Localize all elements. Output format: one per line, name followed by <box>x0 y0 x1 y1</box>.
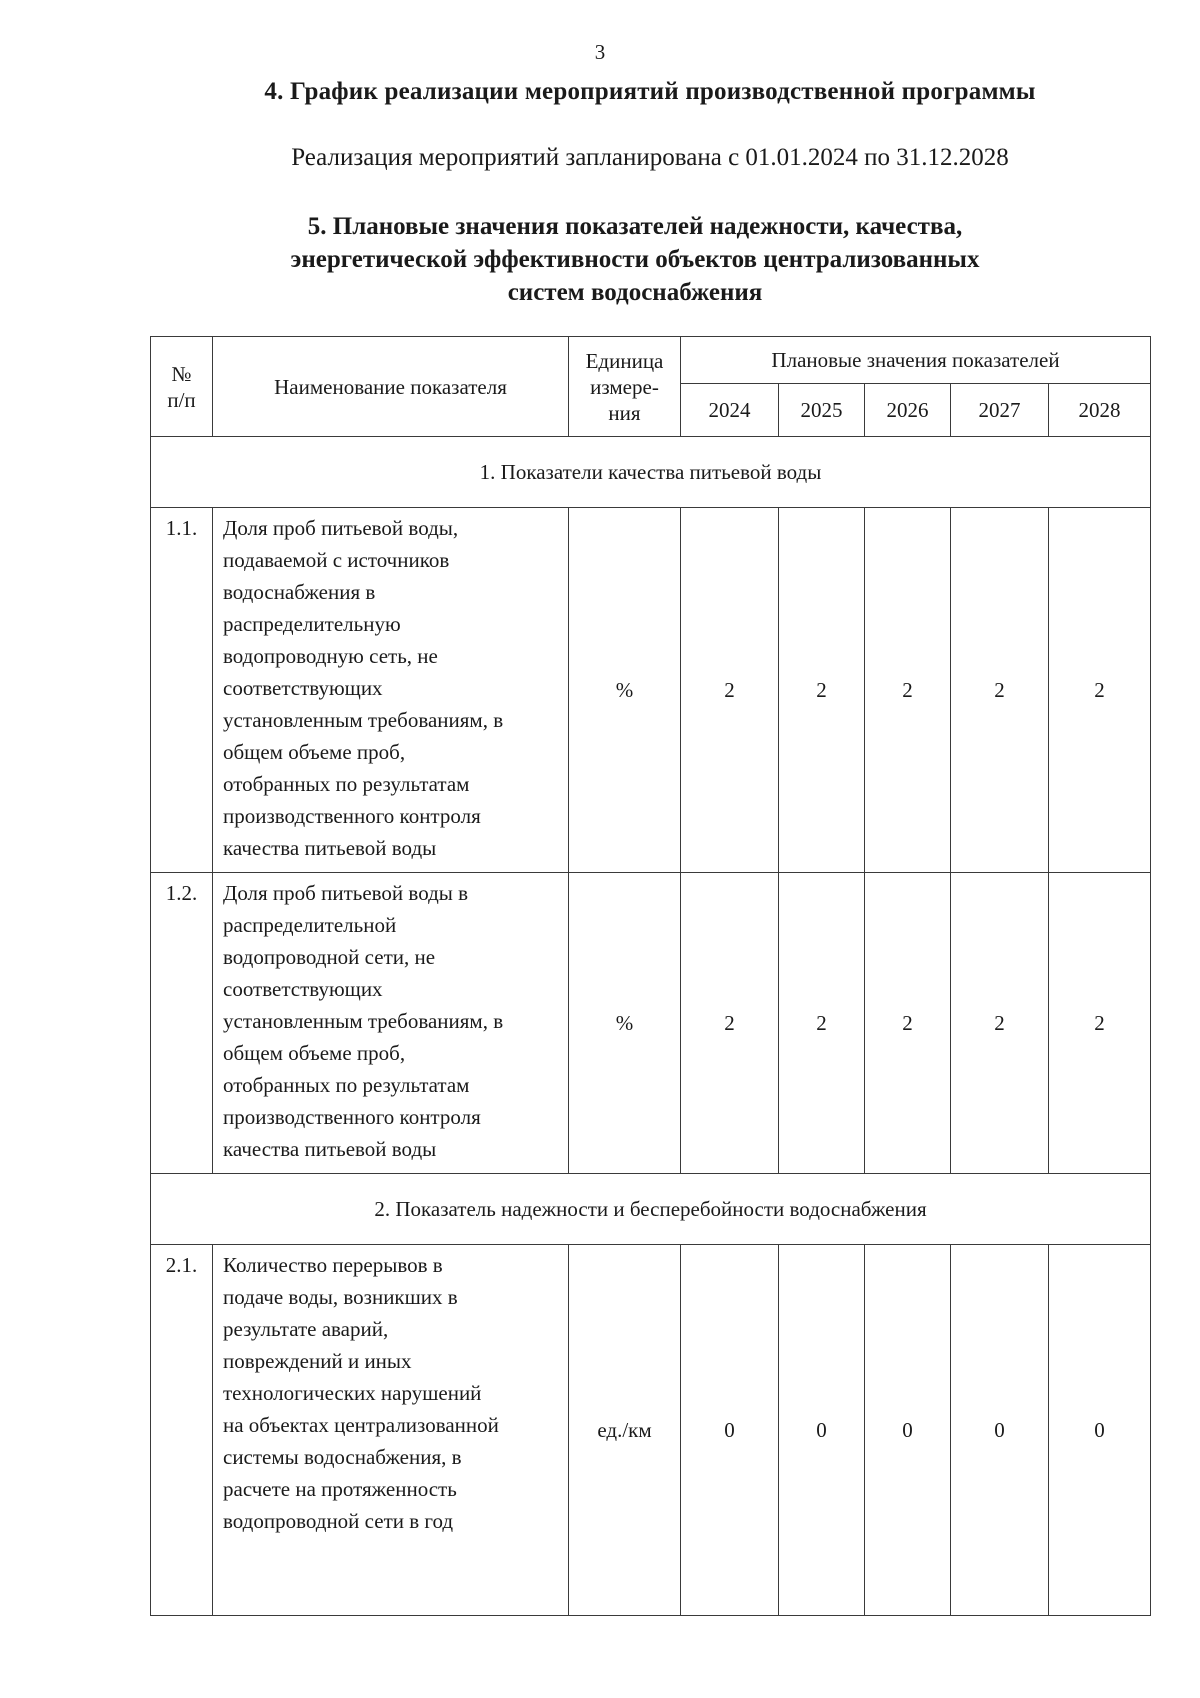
table-row <box>151 1245 1151 1616</box>
row-number: 1.2. <box>151 873 213 1174</box>
header-num-abbr: п/п <box>167 387 196 412</box>
header-planned-values: Плановые значения показателей <box>681 337 1151 384</box>
value-cell: 0 <box>779 1245 865 1616</box>
indicator-name-line: водоснабжения в <box>223 580 376 604</box>
indicator-name-line: установленным требованиям, в <box>223 708 504 732</box>
section-5-heading-line: энергетической эффективности объектов централизованных <box>290 246 980 273</box>
header-year: 2025 <box>779 384 865 437</box>
indicator-name-line: производственного контроля <box>223 804 481 828</box>
unit-cell: % <box>569 873 681 1174</box>
value-cell: 2 <box>865 508 951 873</box>
header-indicator-name: Наименование показателя <box>213 337 569 437</box>
indicator-name-line: качества питьевой воды <box>223 836 437 860</box>
indicator-name-line: водопроводной сети в год <box>223 1509 454 1533</box>
indicator-name-line: технологических нарушений <box>223 1381 482 1405</box>
indicator-name-line: отобранных по результатам <box>223 1073 470 1097</box>
section-5-heading <box>230 210 1040 309</box>
section-title: 1. Показатели качества питьевой воды <box>151 437 1151 508</box>
indicator-name-line: Количество перерывов в <box>223 1253 443 1277</box>
value-cell: 2 <box>951 873 1049 1174</box>
indicator-name-line: повреждений и иных <box>223 1349 412 1373</box>
section-row <box>151 437 1151 508</box>
header-year: 2026 <box>865 384 951 437</box>
value-cell: 0 <box>865 1245 951 1616</box>
indicator-name <box>213 873 569 1174</box>
header-unit-line: ния <box>608 400 641 425</box>
value-cell: 2 <box>681 508 779 873</box>
indicator-name-line: водопроводной сети, не <box>223 945 436 969</box>
indicator-name-line: водопроводную сеть, не <box>223 644 438 668</box>
value-cell: 2 <box>1049 873 1151 1174</box>
indicator-name-line: установленным требованиям, в <box>223 1009 504 1033</box>
indicator-name-line: распределительную <box>223 612 401 636</box>
indicator-name <box>213 508 569 873</box>
indicators-table <box>150 336 1151 1616</box>
header-unit <box>569 337 681 437</box>
section-4-heading: 4. График реализации мероприятий производственной программы <box>264 78 1036 105</box>
indicator-name-line: соответствующих <box>223 676 383 700</box>
indicator-name-line: общем объеме проб, <box>223 740 406 764</box>
indicator-name-line: соответствующих <box>223 977 383 1001</box>
indicator-name-line: расчете на протяженность <box>223 1477 457 1501</box>
page-number: 3 <box>594 40 606 64</box>
header-year: 2027 <box>951 384 1049 437</box>
indicator-name-line: системы водоснабжения, в <box>223 1445 462 1469</box>
unit-cell: ед./км <box>569 1245 681 1616</box>
indicator-name-line: подаче воды, возникших в <box>223 1285 458 1309</box>
value-cell: 2 <box>681 873 779 1174</box>
header-year: 2024 <box>681 384 779 437</box>
unit-cell: % <box>569 508 681 873</box>
value-cell: 0 <box>1049 1245 1151 1616</box>
table-row <box>151 508 1151 873</box>
section-5-heading-line: систем водоснабжения <box>507 279 763 306</box>
indicator-name-line: качества питьевой воды <box>223 1137 437 1161</box>
indicator-name-line: производственного контроля <box>223 1105 481 1129</box>
indicator-name-line: Доля проб питьевой воды, <box>223 516 459 540</box>
row-number: 1.1. <box>151 508 213 873</box>
header-unit-line: Единица <box>585 348 664 373</box>
indicator-name-line: подаваемой с источников <box>223 548 450 572</box>
header-unit-line: измере- <box>590 374 659 399</box>
indicator-name-line: результате аварий, <box>223 1317 389 1341</box>
value-cell: 2 <box>779 873 865 1174</box>
value-cell: 2 <box>779 508 865 873</box>
header-num <box>151 337 213 437</box>
value-cell: 2 <box>951 508 1049 873</box>
indicator-name <box>213 1245 569 1616</box>
table-row <box>151 873 1151 1174</box>
value-cell: 0 <box>681 1245 779 1616</box>
indicator-name-line: распределительной <box>223 913 397 937</box>
header-num-symbol: № <box>171 361 192 386</box>
schedule-text: Реализация мероприятий запланирована с 01.01.2024 по 31.12.2028 <box>291 144 1009 171</box>
row-number: 2.1. <box>151 1245 213 1616</box>
value-cell: 2 <box>1049 508 1151 873</box>
value-cell: 2 <box>865 873 951 1174</box>
indicator-name-line: Доля проб питьевой воды в <box>223 881 469 905</box>
section-row <box>151 1174 1151 1245</box>
header-year: 2028 <box>1049 384 1151 437</box>
indicator-name-line: общем объеме проб, <box>223 1041 406 1065</box>
section-title: 2. Показатель надежности и бесперебойности водоснабжения <box>151 1174 1151 1245</box>
section-5-heading-line: 5. Плановые значения показателей надежности, качества, <box>307 213 963 240</box>
indicator-name-line: на объектах централизованной <box>223 1413 499 1437</box>
indicator-name-line: отобранных по результатам <box>223 772 470 796</box>
value-cell: 0 <box>951 1245 1049 1616</box>
